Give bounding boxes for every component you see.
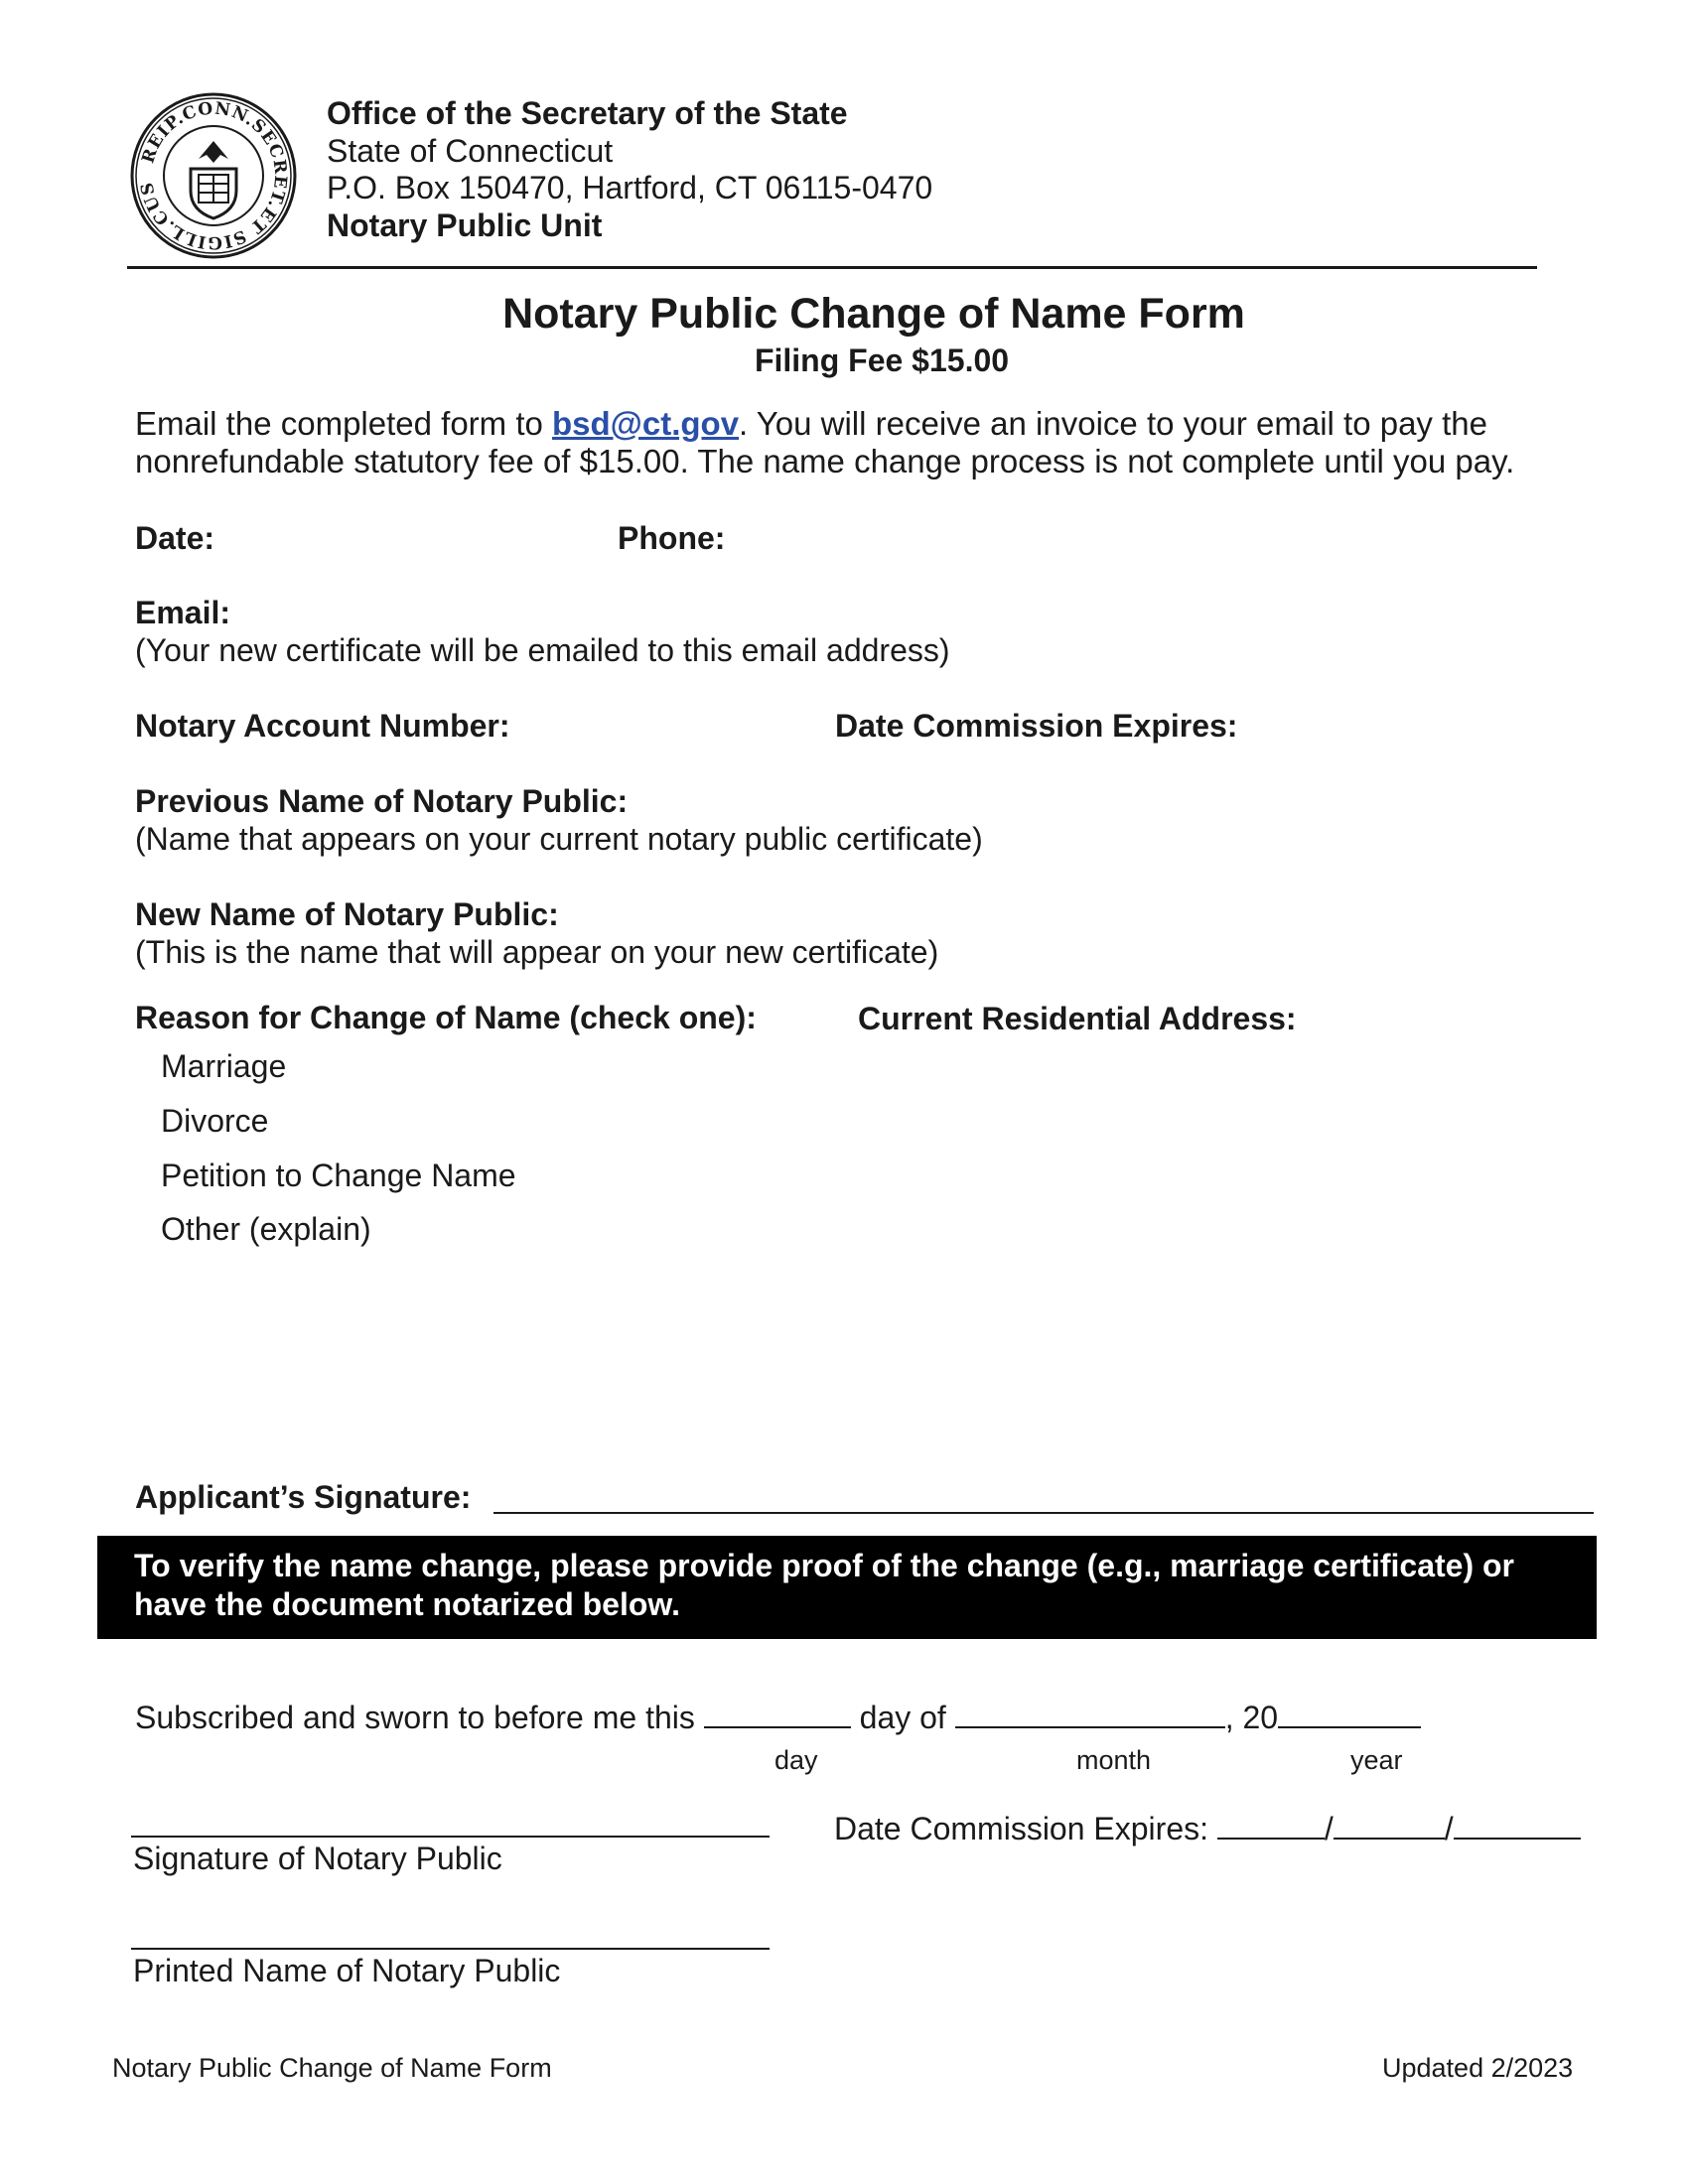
email-label: Email: (135, 595, 231, 630)
other-explain-input[interactable] (161, 1259, 820, 1441)
previous-name-label: Previous Name of Notary Public: (135, 783, 629, 819)
account-number-label: Notary Account Number: (135, 708, 510, 744)
intro-line-2: nonrefundable statutory fee of $15.00. The name change process is not complete until you pay. (135, 443, 1515, 479)
previous-name-note: (Name that appears on your current notary public certificate) (135, 821, 983, 857)
year-prefix: , 20 (1224, 1700, 1279, 1735)
state-seal (129, 91, 298, 260)
intro-suffix: . You will receive an invoice to your email to pay the (739, 405, 1487, 442)
filing-fee: Filing Fee $15.00 (754, 342, 1010, 378)
reason-option-divorce[interactable]: Divorce (161, 1103, 269, 1139)
notary-signature-caption: Signature of Notary Public (133, 1841, 502, 1876)
date-slash-1: / (1324, 1811, 1334, 1846)
previous-name-input[interactable] (655, 779, 1513, 821)
phone-label: Phone: (618, 520, 726, 556)
residential-address-label: Current Residential Address: (858, 1001, 1297, 1036)
new-name-label: New Name of Notary Public: (135, 896, 559, 932)
state-name: State of Connecticut (327, 133, 614, 169)
printed-name-line[interactable] (131, 1948, 770, 1950)
footer-updated: Updated 2/2023 (1382, 2053, 1574, 2083)
form-title: Notary Public Change of Name Form (502, 290, 1245, 338)
month-caption: month (1076, 1745, 1152, 1775)
email-input[interactable] (242, 591, 1140, 632)
seal-lettering: REIP.CONN.SECRET.ET SIGILL.CUS (137, 98, 291, 253)
footer-form-name: Notary Public Change of Name Form (112, 2053, 552, 2083)
day-of-text: day of (859, 1700, 946, 1735)
date-label: Date: (135, 520, 215, 556)
reason-option-petition[interactable]: Petition to Change Name (161, 1158, 516, 1193)
date-slash-2: / (1444, 1811, 1454, 1846)
applicant-signature-line[interactable] (493, 1512, 1594, 1514)
unit-name: Notary Public Unit (327, 207, 603, 243)
sworn-statement (135, 1697, 1421, 1736)
new-name-input[interactable] (586, 892, 1513, 934)
notary-signature-line[interactable] (131, 1836, 770, 1838)
residential-address-input[interactable] (858, 1046, 1517, 1249)
notarize-banner (97, 1536, 1597, 1639)
header-divider (127, 266, 1537, 269)
expires-month-field[interactable] (1217, 1808, 1325, 1840)
phone-input[interactable] (741, 516, 1241, 558)
account-number-input[interactable] (526, 704, 828, 746)
expires-year-field[interactable] (1454, 1808, 1581, 1840)
commission-expires-label: Date Commission Expires: (835, 708, 1238, 744)
office-address: P.O. Box 150470, Hartford, CT 06115-0470 (327, 170, 933, 205)
day-caption: day (774, 1745, 818, 1775)
sworn-month-field[interactable] (955, 1697, 1225, 1728)
printed-name-caption: Printed Name of Notary Public (133, 1953, 561, 1988)
email-link[interactable]: bsd@ct.gov (552, 405, 740, 442)
notary-expires-label: Date Commission Expires: (834, 1811, 1208, 1846)
intro-prefix: Email the completed form to (135, 405, 553, 442)
new-name-note: (This is the name that will appear on your new certificate) (135, 934, 939, 970)
email-note: (Your new certificate will be emailed to this email address) (135, 632, 950, 668)
expires-day-field[interactable] (1334, 1808, 1445, 1840)
commission-expires-input[interactable] (1251, 704, 1553, 746)
reason-option-other[interactable]: Other (explain) (161, 1211, 371, 1247)
banner-line-2: have the document notarized below. (134, 1586, 680, 1622)
year-caption: year (1350, 1745, 1403, 1775)
office-name: Office of the Secretary of the State (327, 95, 848, 131)
sworn-prefix: Subscribed and sworn to before me this (135, 1700, 695, 1735)
applicant-signature-label: Applicant’s Signature: (135, 1479, 472, 1515)
seal-icon (129, 91, 298, 260)
banner-line-1: To verify the name change, please provide proof of the change (e.g., marriage certificate) or (134, 1548, 1514, 1583)
sworn-year-field[interactable] (1278, 1697, 1421, 1728)
date-input[interactable] (228, 516, 610, 558)
sworn-day-field[interactable] (704, 1697, 851, 1728)
intro-line-1 (135, 405, 1487, 443)
reason-label: Reason for Change of Name (check one): (135, 1000, 757, 1035)
notary-commission-expires (834, 1808, 1581, 1847)
reason-option-marriage[interactable]: Marriage (161, 1048, 287, 1084)
